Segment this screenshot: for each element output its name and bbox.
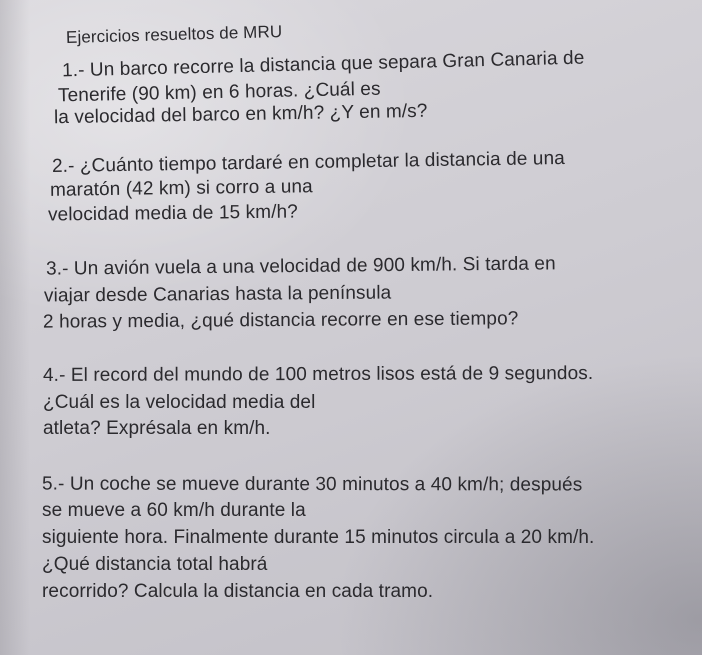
exercise-1-line-2: Tenerife (90 km) en 6 horas. ¿Cuál es bbox=[57, 78, 381, 107]
exercise-4-line-2: ¿Cuál es la velocidad media del bbox=[43, 392, 316, 413]
exercise-2-line-1: 2.- ¿Cuánto tiempo tardaré en completar la distancia de una bbox=[51, 147, 565, 178]
exercise-4-line-1: 4.- El record del mundo de 100 metros lisos está de 9 segundos. bbox=[42, 363, 594, 386]
exercise-5-line-3: siguiente hora. Finalmente durante 15 minutos circula a 20 km/h. bbox=[42, 527, 595, 548]
exercise-5-line-4: ¿Qué distancia total habrá bbox=[42, 554, 268, 575]
exercise-5-line-5: recorrido? Calcula la distancia en cada tramo. bbox=[42, 581, 434, 602]
document-title: Ejercicios resueltos de MRU bbox=[65, 21, 283, 48]
exercise-2-line-2: maratón (42 km) si corro a una bbox=[49, 176, 313, 201]
exercise-5-line-2: se mueve a 60 km/h durante la bbox=[42, 500, 306, 521]
exercise-5-line-1: 5.- Un coche se mueve durante 30 minutos a 40 km/h; después bbox=[41, 473, 583, 496]
exercise-3-line-2: viajar desde Canarias hasta la península bbox=[43, 282, 392, 307]
exercise-4-line-3: atleta? Exprésala en km/h. bbox=[43, 418, 271, 439]
exercise-3-line-3: 2 horas y media, ¿qué distancia recorre en ese tiempo? bbox=[42, 308, 519, 333]
exercise-1-line-3: la velocidad del barco en km/h? ¿Y en m/s? bbox=[53, 100, 428, 129]
exercise-2-line-3: velocidad media de 15 km/h? bbox=[47, 201, 298, 226]
page-shadow bbox=[0, 0, 30, 655]
exercise-3-line-1: 3.- Un avión vuela a una velocidad de 900 km/h. Si tarda en bbox=[45, 253, 556, 280]
exercise-1-line-1: 1.- Un barco recorre la distancia que separa Gran Canaria de bbox=[61, 47, 585, 82]
